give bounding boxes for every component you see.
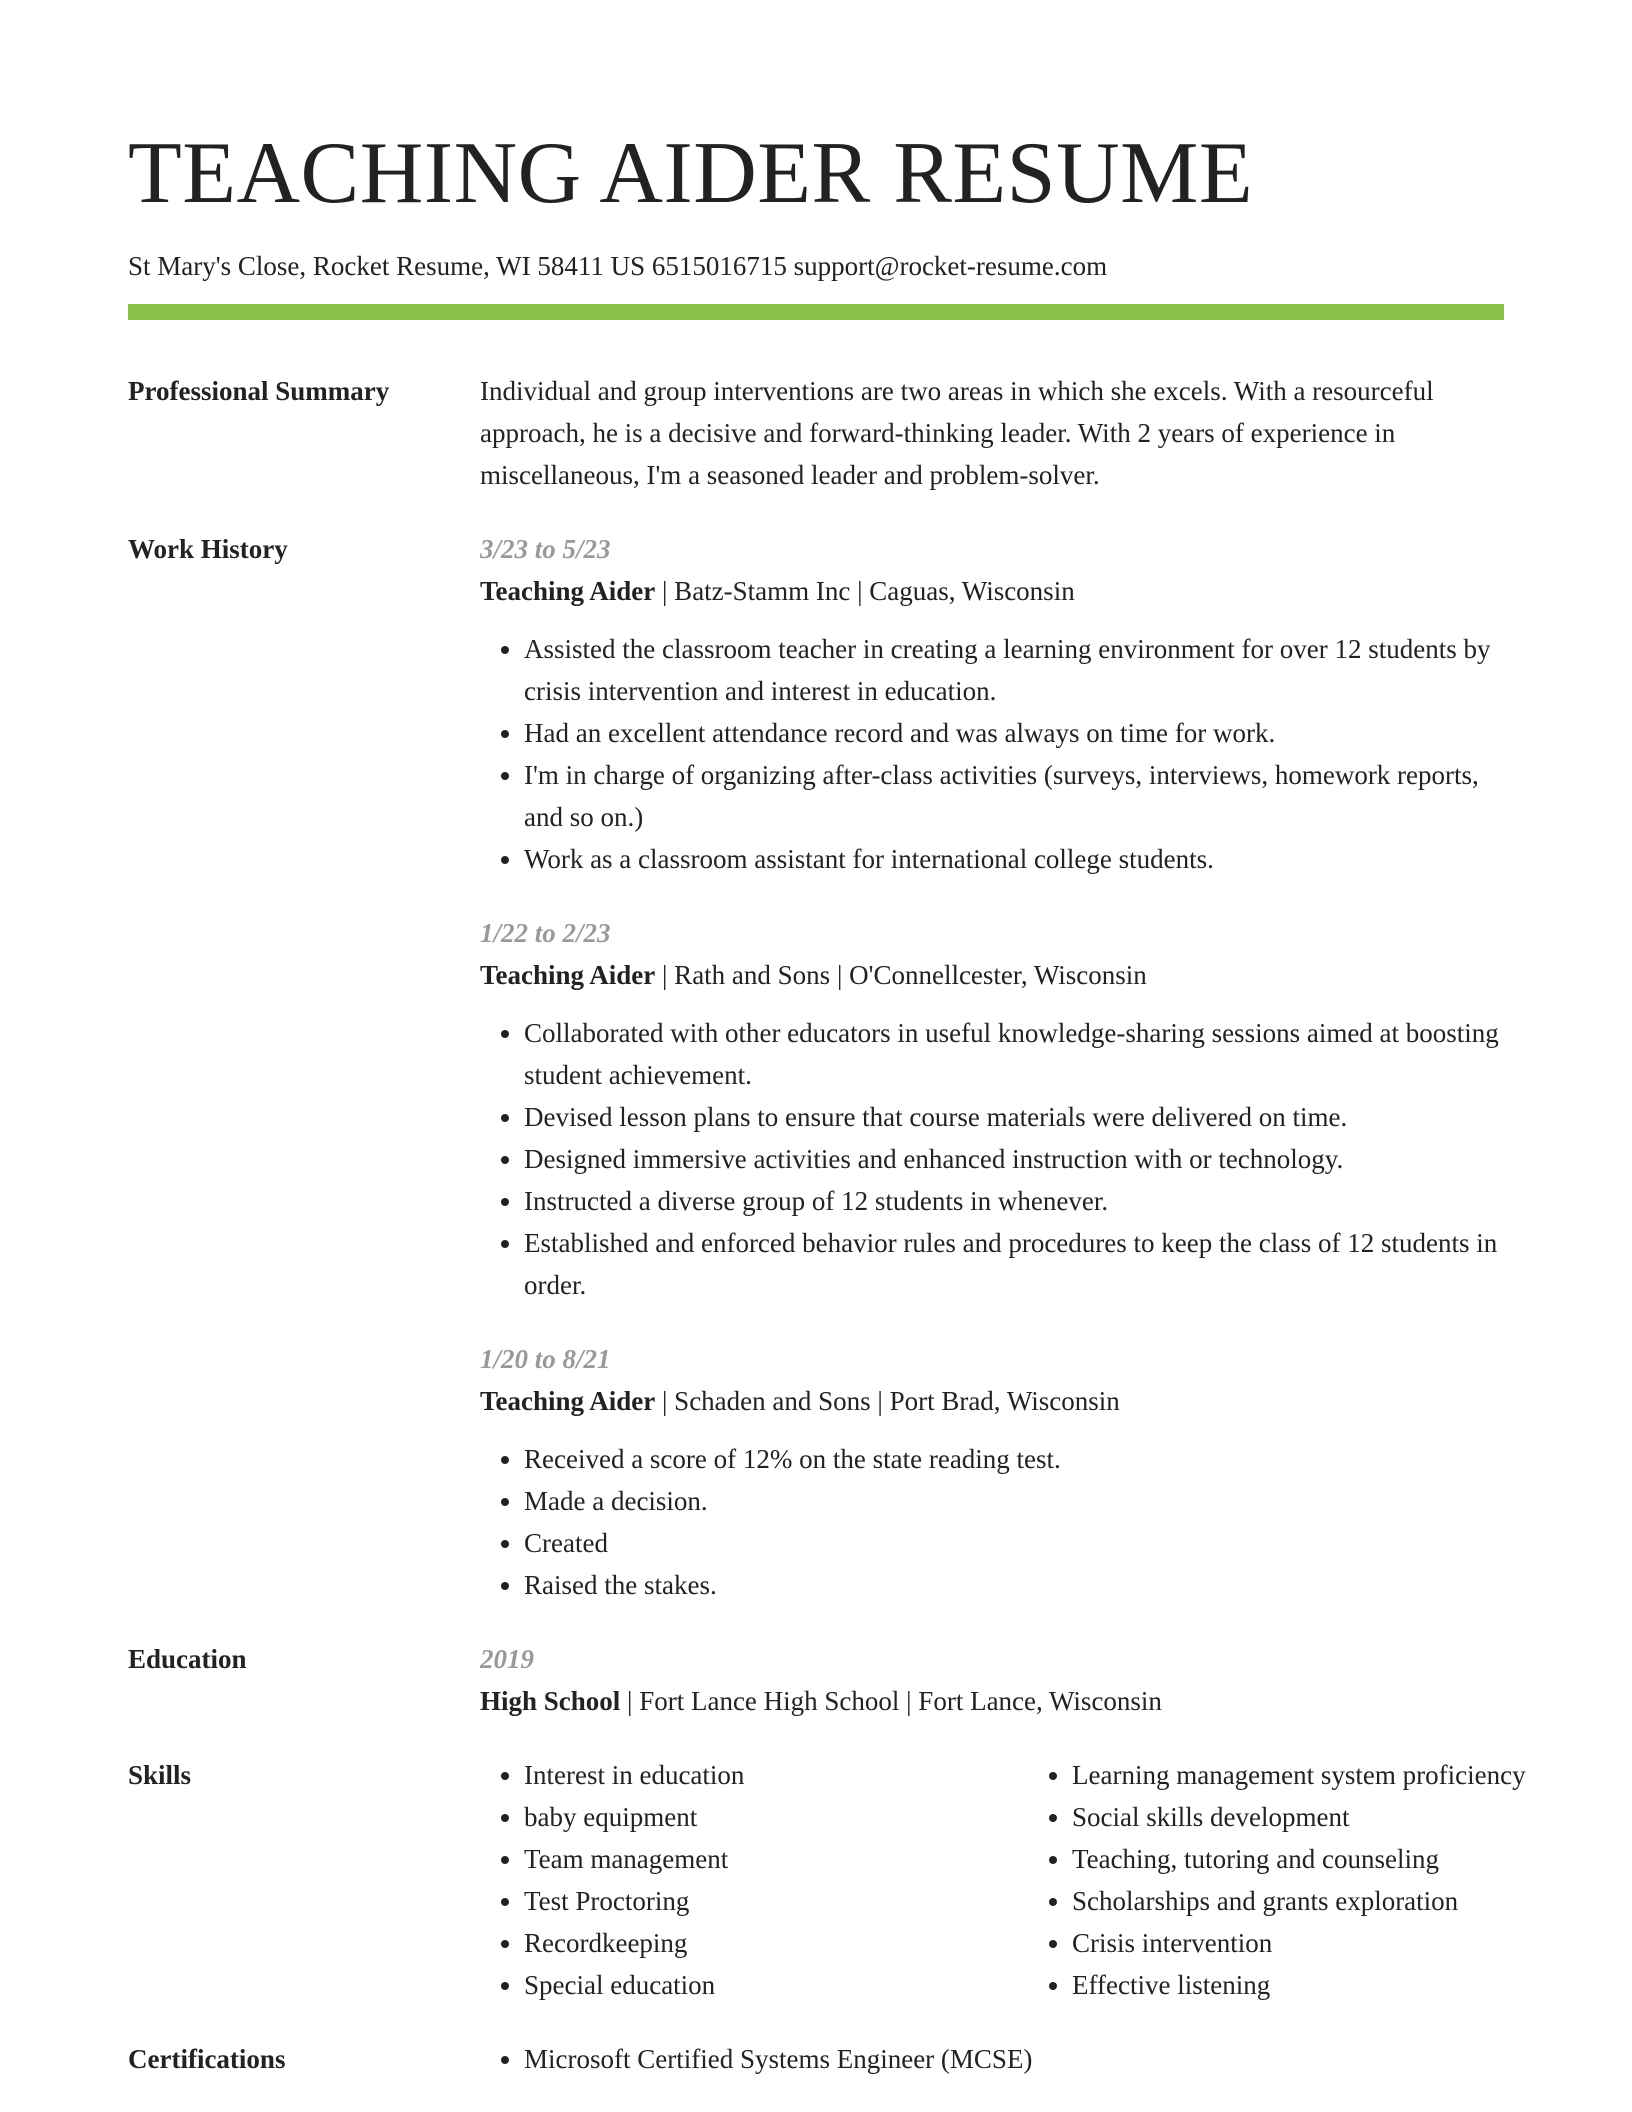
education-body bbox=[480, 1638, 1504, 1722]
job-title: Teaching Aider bbox=[480, 1386, 656, 1417]
job-bullets bbox=[480, 628, 1504, 880]
list-item: • Devised lesson plans to ensure that course materials were delivered on time. bbox=[524, 1096, 1504, 1138]
list-item: • Made a decision. bbox=[524, 1480, 1504, 1522]
skill-item: • Effective listening bbox=[1072, 1964, 1532, 2006]
skill-item: • Recordkeeping bbox=[524, 1922, 984, 1964]
resume-title: TEACHING AIDER RESUME bbox=[128, 125, 1254, 222]
job-dates: 1/22 to 2/23 bbox=[480, 918, 611, 949]
job-details: | Batz-Stamm Inc | Caguas, Wisconsin bbox=[655, 576, 1075, 607]
list-item: • Work as a classroom assistant for international college students. bbox=[524, 838, 1504, 880]
job-bullets bbox=[480, 1438, 1504, 1606]
section-label-education: Education bbox=[128, 1644, 247, 1675]
skill-item: • Learning management system proficiency bbox=[1072, 1754, 1532, 1796]
job-entry bbox=[480, 912, 1504, 1306]
list-item: • Designed immersive activities and enhanced instruction with or technology. bbox=[524, 1138, 1504, 1180]
header-divider bbox=[128, 304, 1504, 320]
skill-item: • Scholarships and grants exploration bbox=[1072, 1880, 1532, 1922]
section-education bbox=[128, 1638, 1504, 1722]
skill-item: • Teaching, tutoring and counseling bbox=[1072, 1838, 1532, 1880]
skill-item: • Crisis intervention bbox=[1072, 1922, 1532, 1964]
education-year: 2019 bbox=[480, 1644, 534, 1675]
section-summary bbox=[128, 370, 1504, 496]
education-line bbox=[480, 1680, 1504, 1722]
list-item: • Had an excellent attendance record and was always on time for work. bbox=[524, 712, 1504, 754]
job-entry bbox=[480, 528, 1504, 880]
contact-line: St Mary's Close, Rocket Resume, WI 58411 US 6515016715 support@rocket-resume.com bbox=[128, 251, 1108, 281]
certifications-body bbox=[480, 2038, 1504, 2080]
education-degree: High School bbox=[480, 1686, 621, 1717]
summary-text: Individual and group interventions are two areas in which she excels. With a resourceful approach, he is a decisive and forward-thinking leader. With 2 years of experience in miscellaneous, I'm a seasoned leader and problem-solver. bbox=[480, 376, 1434, 491]
certifications-list bbox=[480, 2038, 1504, 2080]
section-certifications bbox=[128, 2038, 1504, 2080]
job-bullets bbox=[480, 1012, 1504, 1306]
job-entry bbox=[480, 1338, 1504, 1606]
section-label-summary: Professional Summary bbox=[128, 376, 390, 407]
skills-column-2 bbox=[1028, 1754, 1532, 2006]
job-title: Teaching Aider bbox=[480, 576, 656, 607]
job-dates: 1/20 to 8/21 bbox=[480, 1344, 611, 1375]
section-label-work: Work History bbox=[128, 534, 288, 565]
list-item: • I'm in charge of organizing after-class activities (surveys, interviews, homework reports, and so on.) bbox=[524, 754, 1504, 838]
section-label-certifications: Certifications bbox=[128, 2044, 286, 2075]
job-dates: 3/23 to 5/23 bbox=[480, 534, 611, 565]
skill-item: • Test Proctoring bbox=[524, 1880, 984, 1922]
job-details: | Schaden and Sons | Port Brad, Wisconsin bbox=[655, 1386, 1120, 1417]
job-details: | Rath and Sons | O'Connellcester, Wisconsin bbox=[655, 960, 1147, 991]
job-role-line bbox=[480, 954, 1504, 996]
skill-item: • Special education bbox=[524, 1964, 984, 2006]
list-item: • Created bbox=[524, 1522, 1504, 1564]
skill-item: • Team management bbox=[524, 1838, 984, 1880]
list-item: • Established and enforced behavior rules and procedures to keep the class of 12 students in order. bbox=[524, 1222, 1504, 1306]
job-role-line bbox=[480, 570, 1504, 612]
list-item: • Collaborated with other educators in useful knowledge-sharing sessions aimed at boosting student achievement. bbox=[524, 1012, 1504, 1096]
certification-item: • Microsoft Certified Systems Engineer (MCSE) bbox=[524, 2038, 1504, 2080]
work-history-body bbox=[480, 528, 1504, 1606]
skill-item: • Interest in education bbox=[524, 1754, 984, 1796]
skills-column-1 bbox=[480, 1754, 984, 2006]
list-item: • Assisted the classroom teacher in creating a learning environment for over 12 students by crisis intervention and interest in education. bbox=[524, 628, 1504, 712]
list-item: • Received a score of 12% on the state reading test. bbox=[524, 1438, 1504, 1480]
education-details: | Fort Lance High School | Fort Lance, Wisconsin bbox=[620, 1686, 1162, 1717]
section-skills bbox=[128, 1754, 1526, 2006]
job-title: Teaching Aider bbox=[480, 960, 656, 991]
skills-grid bbox=[480, 1754, 1532, 2006]
skill-item: • baby equipment bbox=[524, 1796, 984, 1838]
skill-item: • Social skills development bbox=[1072, 1796, 1532, 1838]
list-item: • Raised the stakes. bbox=[524, 1564, 1504, 1606]
job-role-line bbox=[480, 1380, 1504, 1422]
section-label-skills: Skills bbox=[128, 1760, 192, 1791]
section-work-history bbox=[128, 528, 1504, 1606]
list-item: • Instructed a diverse group of 12 students in whenever. bbox=[524, 1180, 1504, 1222]
